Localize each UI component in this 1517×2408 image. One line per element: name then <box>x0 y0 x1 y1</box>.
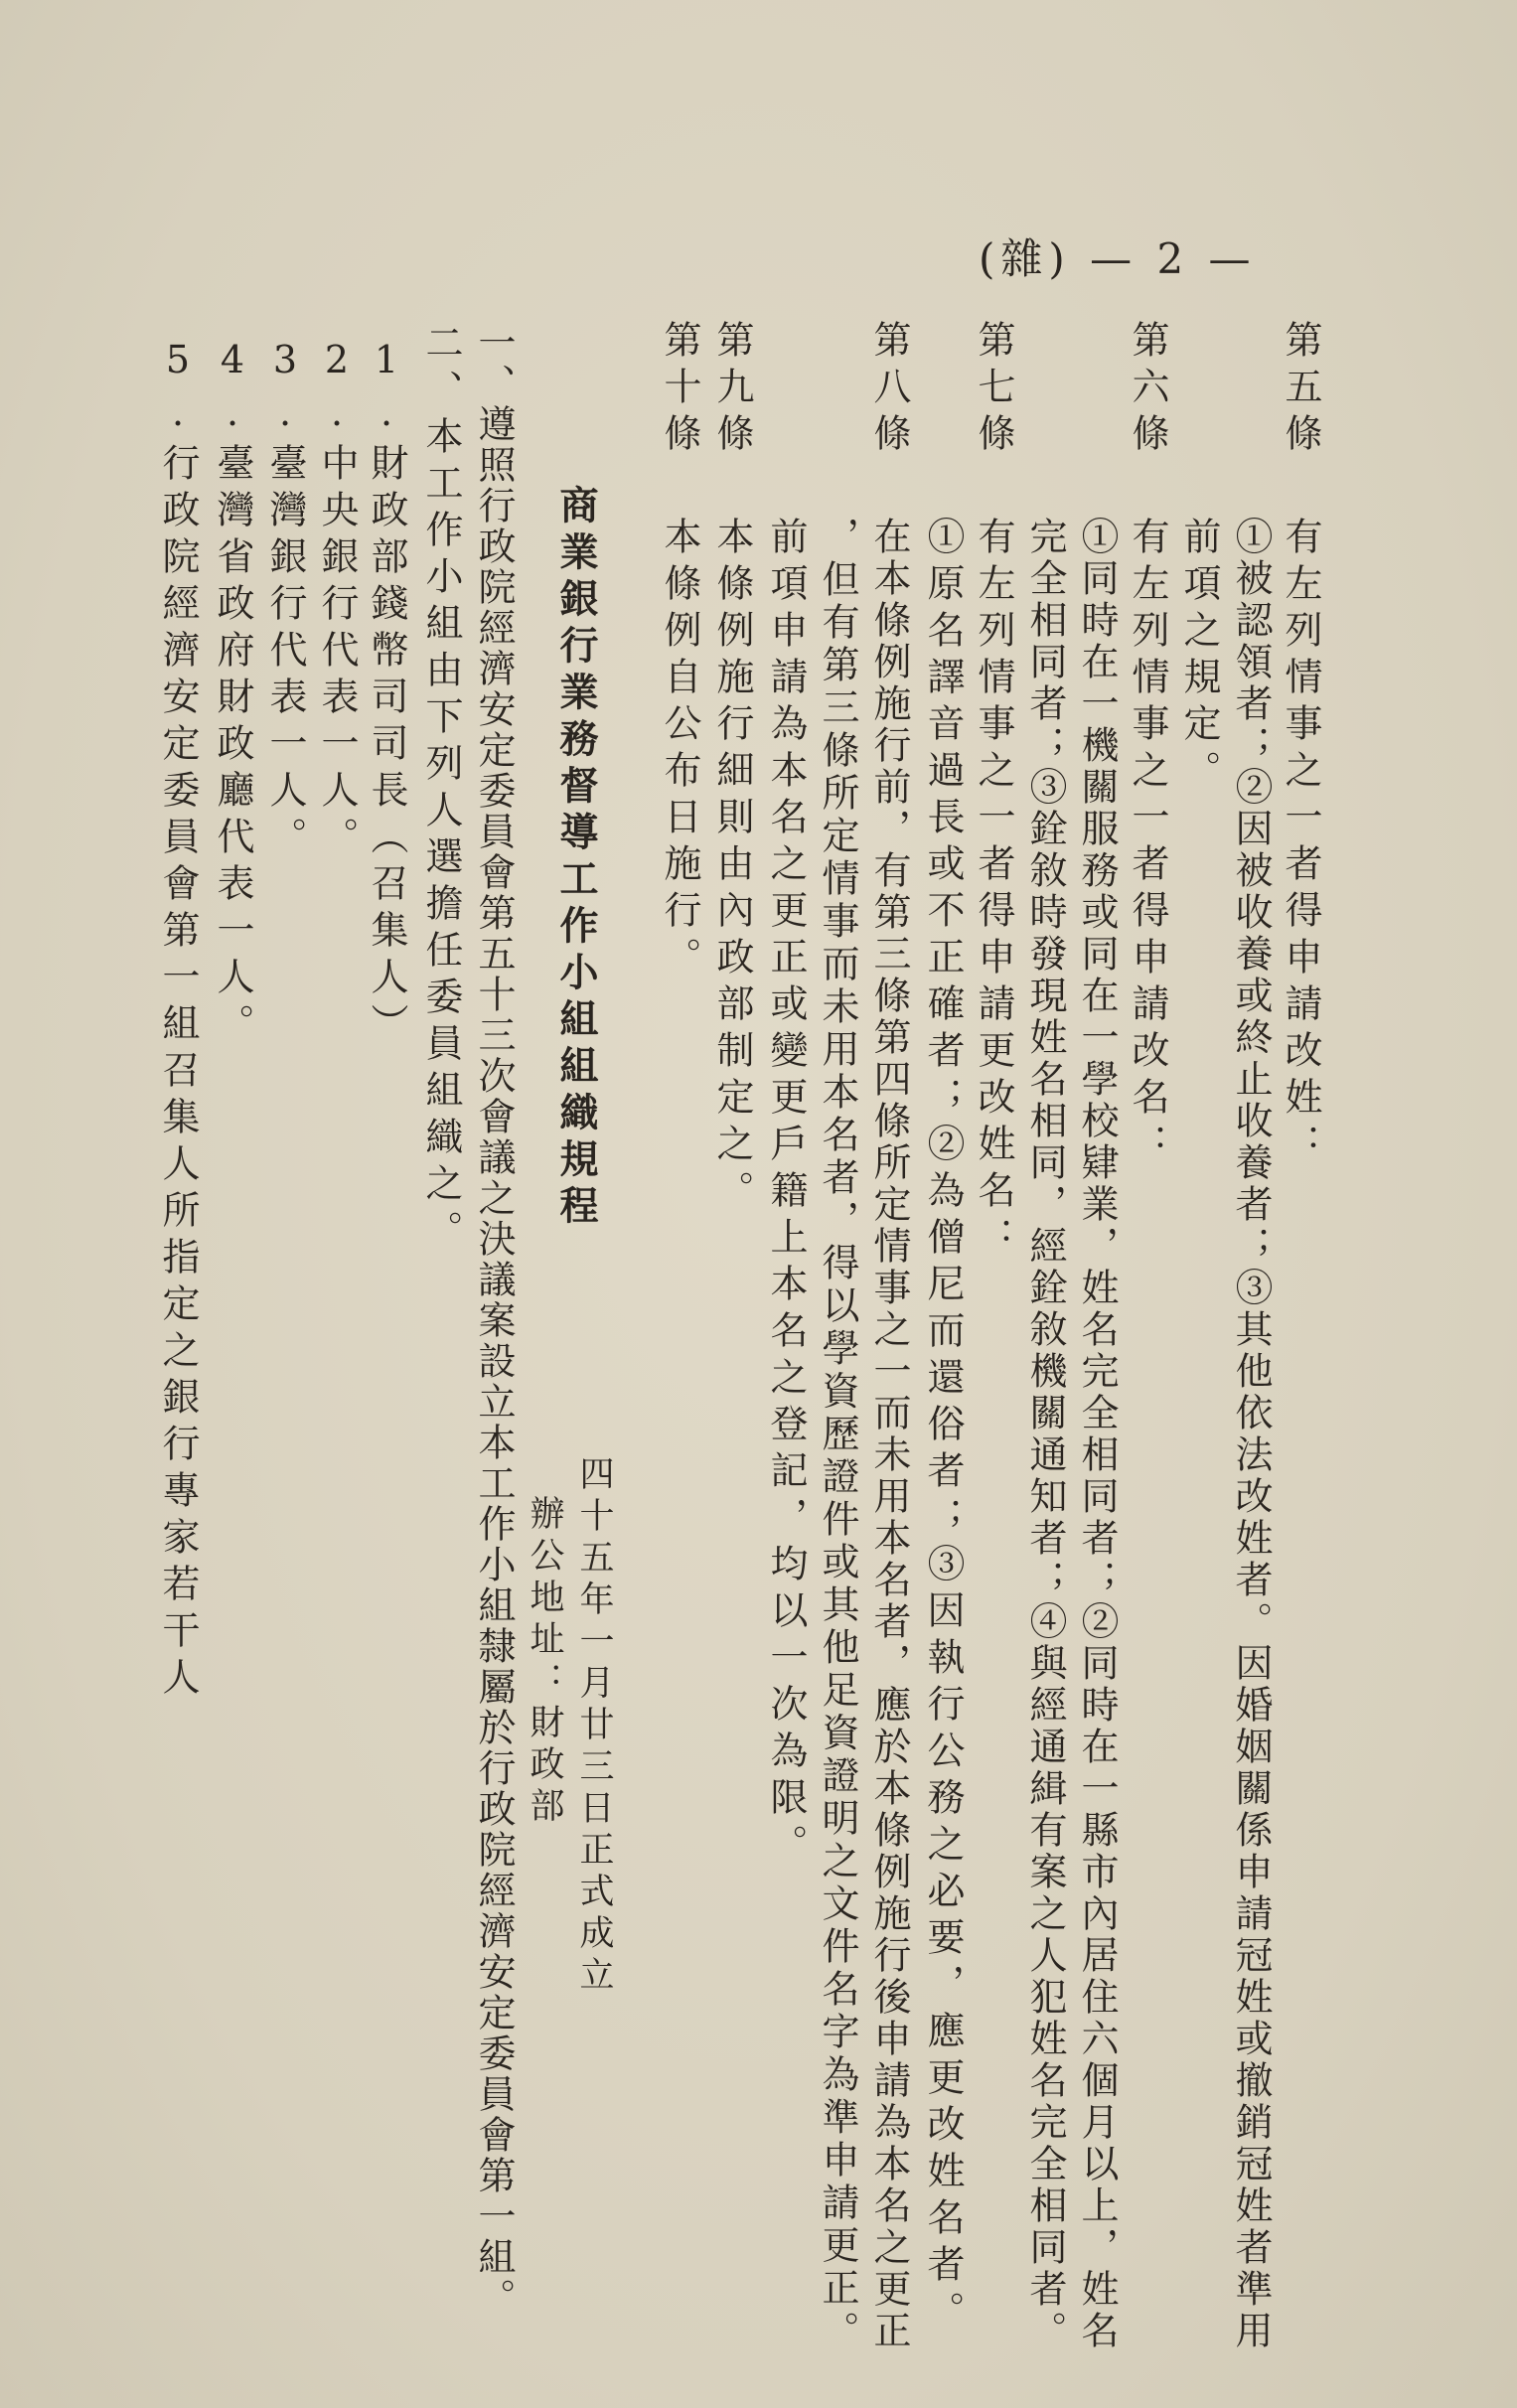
member-2: 2.中央銀行代表一人。 <box>315 338 359 863</box>
article-9-label: 第九條 <box>710 320 754 460</box>
article-10-label: 第十條 <box>658 320 701 460</box>
article-6-line-2: ①同時在一機關服務或同在一學校肄業，姓名完全相同者；②同時在一縣市內居住六個月以上，姓名 <box>1075 517 1119 2352</box>
regulation-title: 商業銀行業務督導工作小組組織規程 <box>553 485 599 1232</box>
page-header: (雜) — 2 — <box>979 234 1257 283</box>
member-1: 1.財政部錢幣司司長（召集人） <box>365 338 408 1050</box>
article-8-line-3: 前項申請為本名之更正或變更戶籍上本名之登記，均以一次為限。 <box>764 517 808 1871</box>
office-address: 辦公地址：財政部 <box>525 1495 564 1829</box>
article-10-line-1: 本條例自公布日施行。 <box>658 517 701 983</box>
regulation-item-2: 二、本工作小組由下列人選擔任委員組織之。 <box>419 323 463 1257</box>
article-7-label: 第七條 <box>972 320 1015 460</box>
article-8-line-2: ，但有第三條所定情事而未用本名者，得以學資歷證件或其他足資證明之文件名字為準申請更正。 <box>816 517 859 2353</box>
article-8-line-1: 在本條例施行前，有第三條第四條所定情事之一而未用本名者，應於本條例施行後申請為本名之更正 <box>867 517 911 2352</box>
member-4: 4.臺灣省政府財政廳代表一人。 <box>211 338 254 1050</box>
article-5-line-1: 有左列情事之一者得申請改姓： <box>1279 517 1322 1170</box>
article-6-line-3: 完全相同者；③銓敘時發現姓名相同，經銓敘機關通知者；④與經通緝有案之人犯姓名完全相同者。 <box>1023 517 1067 2352</box>
article-6-label: 第六條 <box>1126 320 1169 460</box>
article-5-label: 第五條 <box>1279 320 1322 460</box>
regulation-item-1: 一、遵照行政院經濟安定委員會第五十三次會議之決議案設立本工作小組隸屬於行政院經濟安定委員會第一組。 <box>472 323 516 2319</box>
member-5: 5.行政院經濟安定委員會第一組召集人所指定之銀行專家若干人 <box>156 338 200 1704</box>
article-7-line-2: ①原名譯音過長或不正確者；②為僧尼而還俗者；③因執行公務之必要，應更改姓名者。 <box>921 517 965 2337</box>
article-9-line-1: 本條例施行細則由內政部制定之。 <box>710 517 754 1217</box>
article-8-label: 第八條 <box>867 320 911 460</box>
article-5-line-2: ①被認領者；②因被收養或終止收養者；③其他依法改姓者。因婚姻關係申請冠姓或撤銷冠姓者準用 <box>1229 517 1273 2352</box>
member-3: 3.臺灣銀行代表一人。 <box>263 338 307 863</box>
article-5-line-3: 前項之規定。 <box>1177 517 1221 797</box>
article-7-line-1: 有左列情事之一者得申請更改姓名： <box>972 517 1015 1264</box>
article-6-line-1: 有左列情事之一者得申請改名： <box>1126 517 1169 1170</box>
establishment-date: 四十五年一月廿三日正式成立 <box>574 1455 614 1998</box>
